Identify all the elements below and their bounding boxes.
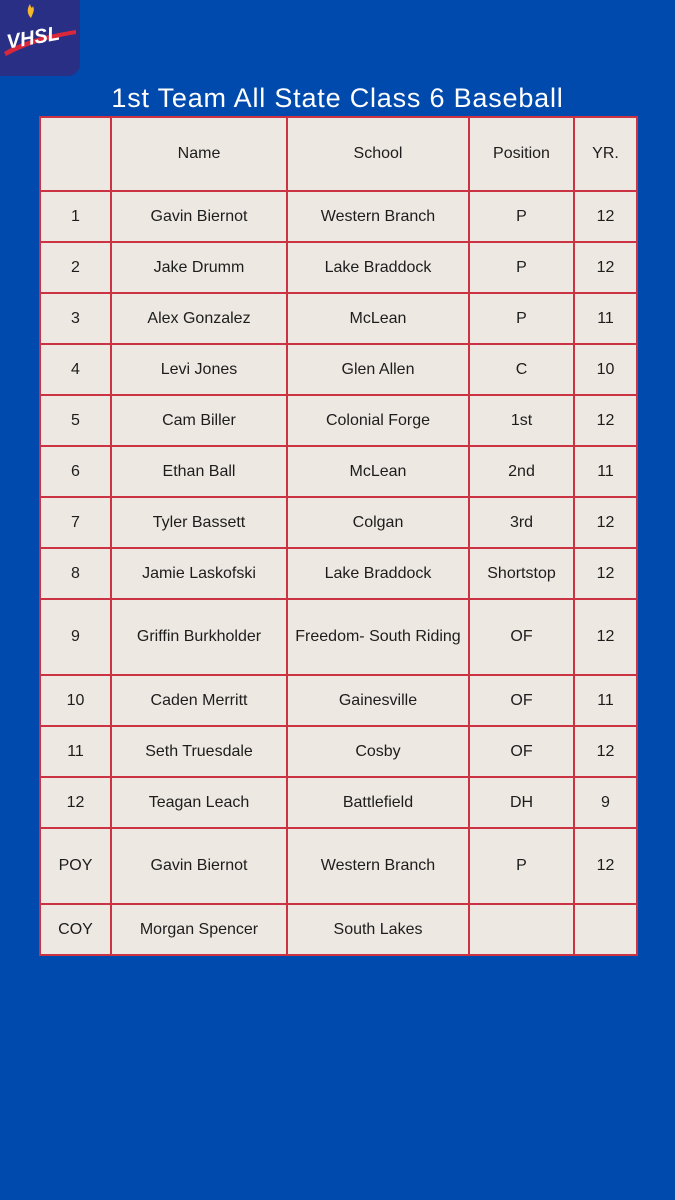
cell-year: 9 [574,777,637,828]
table-row [40,497,637,548]
cell-index: 3 [40,293,111,344]
table-row [40,726,637,777]
roster-table [39,116,638,956]
cell-position: 3rd [469,497,574,548]
cell-school: McLean [287,293,469,344]
cell-school: Cosby [287,726,469,777]
cell-position: OF [469,599,574,675]
cell-index: 1 [40,191,111,242]
cell-name: Gavin Biernot [111,828,287,904]
cell-position: P [469,242,574,293]
logo-text: VHSL [5,22,62,54]
cell-index: 9 [40,599,111,675]
cell-name: Jake Drumm [111,242,287,293]
cell-position: OF [469,675,574,726]
table-row [40,191,637,242]
cell-school: South Lakes [287,904,469,955]
cell-school: Lake Braddock [287,548,469,599]
table-row [40,548,637,599]
cell-year: 12 [574,726,637,777]
cell-year: 12 [574,191,637,242]
cell-year [574,904,637,955]
cell-school: Western Branch [287,828,469,904]
cell-school: Western Branch [287,191,469,242]
table-row [40,395,637,446]
cell-name: Jamie Laskofski [111,548,287,599]
cell-position: P [469,191,574,242]
cell-school: Battlefield [287,777,469,828]
cell-position: 1st [469,395,574,446]
cell-position: OF [469,726,574,777]
cell-name: Alex Gonzalez [111,293,287,344]
cell-index: 6 [40,446,111,497]
cell-year: 11 [574,675,637,726]
cell-position: C [469,344,574,395]
header-year: YR. [574,117,637,191]
cell-name: Ethan Ball [111,446,287,497]
table-row [40,675,637,726]
cell-position: 2nd [469,446,574,497]
table-row [40,599,637,675]
table-row-coach-of-year [40,904,637,955]
cell-name: Morgan Spencer [111,904,287,955]
cell-school: Freedom- South Riding [287,599,469,675]
cell-index: 12 [40,777,111,828]
cell-year: 10 [574,344,637,395]
cell-year: 12 [574,497,637,548]
header-name: Name [111,117,287,191]
cell-school: Colgan [287,497,469,548]
cell-name: Seth Truesdale [111,726,287,777]
cell-year: 12 [574,599,637,675]
cell-index: 2 [40,242,111,293]
table-row [40,344,637,395]
cell-position: Shortstop [469,548,574,599]
cell-school: Lake Braddock [287,242,469,293]
cell-name: Griffin Burkholder [111,599,287,675]
cell-index: POY [40,828,111,904]
roster-table-container [39,116,636,956]
header-school: School [287,117,469,191]
cell-position: P [469,828,574,904]
header-row [40,117,637,191]
cell-school: Gainesville [287,675,469,726]
page-title: 1st Team All State Class 6 Baseball [111,83,564,113]
cell-position: P [469,293,574,344]
table-row [40,446,637,497]
cell-index: 5 [40,395,111,446]
cell-index: 10 [40,675,111,726]
table-row [40,293,637,344]
cell-index: COY [40,904,111,955]
cell-index: 8 [40,548,111,599]
cell-year: 11 [574,293,637,344]
cell-name: Tyler Bassett [111,497,287,548]
cell-name: Teagan Leach [111,777,287,828]
table-row [40,242,637,293]
table-row [40,777,637,828]
cell-year: 12 [574,395,637,446]
cell-index: 7 [40,497,111,548]
cell-school: Colonial Forge [287,395,469,446]
cell-index: 11 [40,726,111,777]
vhsl-logo [0,0,80,76]
header-index [40,117,111,191]
cell-name: Levi Jones [111,344,287,395]
cell-name: Gavin Biernot [111,191,287,242]
cell-position [469,904,574,955]
vhsl-logo-icon [0,0,80,76]
cell-year: 12 [574,828,637,904]
cell-name: Caden Merritt [111,675,287,726]
cell-year: 12 [574,548,637,599]
cell-index: 4 [40,344,111,395]
cell-position: DH [469,777,574,828]
table-body [40,191,637,955]
header-position: Position [469,117,574,191]
cell-school: Glen Allen [287,344,469,395]
cell-year: 11 [574,446,637,497]
cell-year: 12 [574,242,637,293]
cell-school: McLean [287,446,469,497]
table-row-player-of-year [40,828,637,904]
cell-name: Cam Biller [111,395,287,446]
